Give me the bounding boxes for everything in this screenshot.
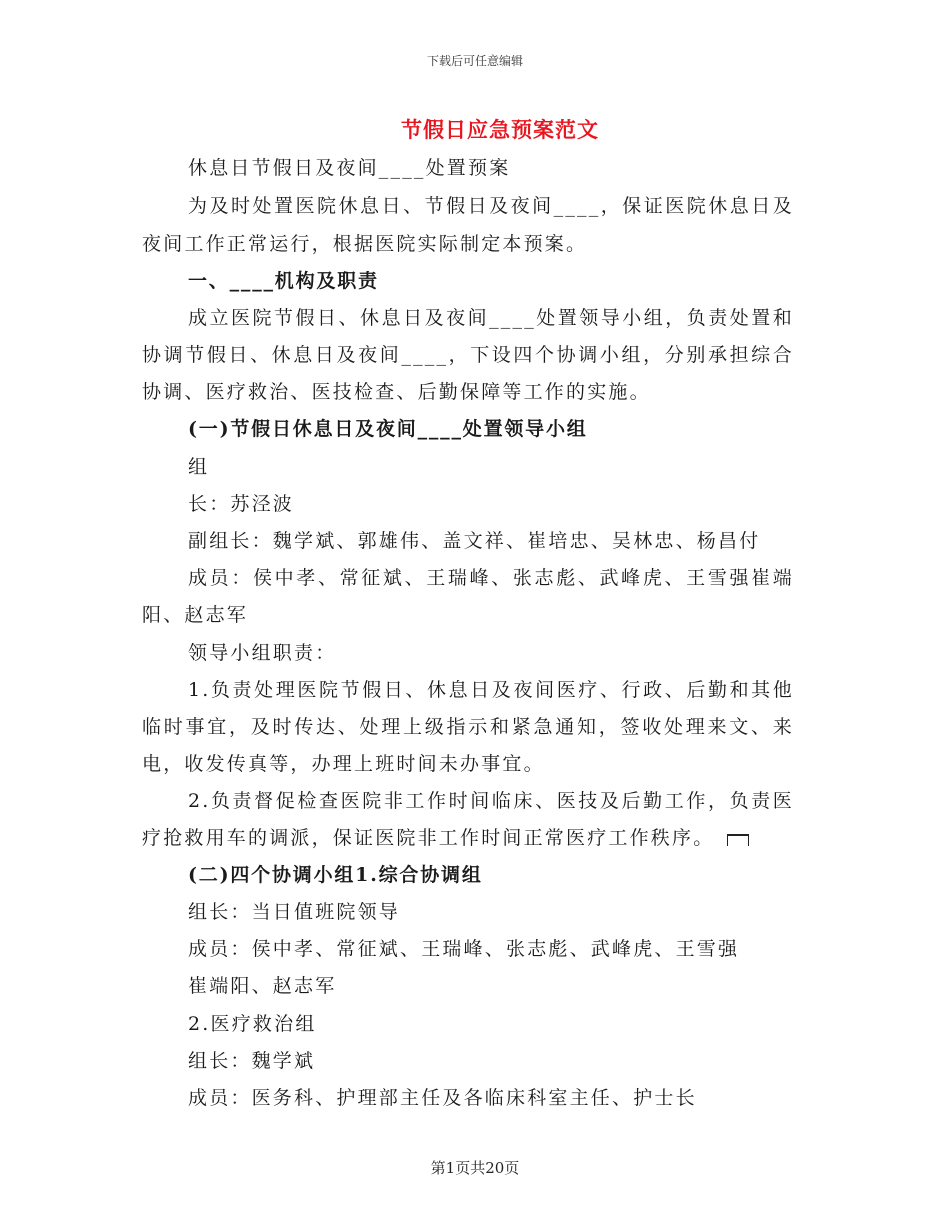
- paragraph-line: 电，收发传真等，办理上班时间未办事宜。: [142, 753, 545, 775]
- paragraph-line: 疗抢救用车的调派，保证医院非工作时间正常医疗工作秩序。: [142, 827, 715, 849]
- paragraph-line: 成员：侯中孝、常征斌、王瑞峰、张志彪、武峰虎、王雪强: [188, 938, 740, 960]
- paragraph-line: 夜间工作正常运行，根据医院实际制定本预案。: [142, 233, 588, 255]
- subsection-heading: (一)节假日休息日及夜间____处置领导小组: [188, 418, 588, 440]
- paragraph-line: 为及时处置医院休息日、节假日及夜间____，保证医院休息日及: [188, 195, 794, 217]
- paragraph-line: 阳、赵志军: [142, 604, 249, 626]
- paragraph-line: 组长：魏学斌: [188, 1050, 316, 1072]
- paragraph-line: 1.负责处理医院节假日、休息日及夜间医疗、行政、后勤和其他: [188, 679, 794, 701]
- paragraph-line: 2.负责督促检查医院非工作时间临床、医技及后勤工作，负责医: [188, 790, 794, 812]
- bracket-mark-icon: [727, 834, 749, 846]
- paragraph-line: 组: [188, 456, 210, 478]
- paragraph-line: 成员：侯中孝、常征斌、王瑞峰、张志彪、武峰虎、王雪强崔端: [188, 567, 794, 589]
- subsection-heading: (二)四个协调小组1.综合协调组: [188, 864, 483, 886]
- page-number: 第1页共20页: [430, 1159, 520, 1177]
- paragraph-line: 领导小组职责：: [188, 642, 337, 664]
- paragraph-line: 协调、医疗救治、医技检查、后勤保障等工作的实施。: [142, 381, 651, 403]
- paragraph-line: 成立医院节假日、休息日及夜间____处置领导小组，负责处置和: [188, 307, 794, 329]
- paragraph-line: 成员：医务科、护理部主任及各临床科室主任、护士长: [188, 1087, 697, 1109]
- document-title: 节假日应急预案范文: [401, 117, 599, 142]
- paragraph-line: 临时事宜，及时传达、处理上级指示和紧急通知，签收处理来文、来: [142, 716, 794, 738]
- paragraph-line: 组长：当日值班院领导: [188, 901, 401, 923]
- paragraph-line: 2.医疗救治组: [188, 1013, 317, 1035]
- paragraph-line: 副组长：魏学斌、郭雄伟、盖文祥、崔培忠、吴林忠、杨昌付: [188, 530, 761, 552]
- paragraph-line: 崔端阳、赵志军: [188, 975, 337, 997]
- plan-name-line: 休息日节假日及夜间____处置预案: [188, 157, 511, 179]
- paragraph-line: 协调节假日、休息日及夜间____，下设四个协调小组，分别承担综合: [142, 344, 794, 366]
- page-header-note: 下载后可任意编辑: [426, 54, 523, 68]
- paragraph-line: 长：苏泾波: [188, 493, 295, 515]
- section-heading: 一、____机构及职责: [188, 270, 379, 292]
